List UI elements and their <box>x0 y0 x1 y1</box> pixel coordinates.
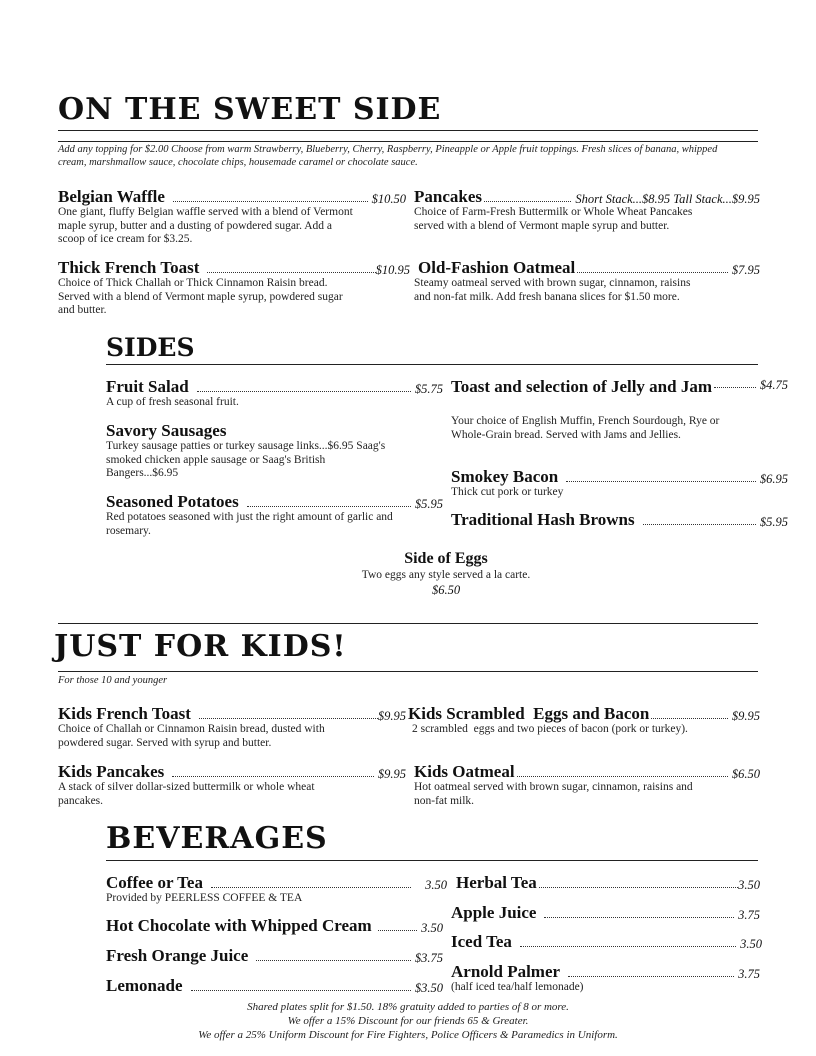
item-description: Provided by PEERLESS COFFEE & TEA <box>106 892 303 904</box>
menu-item-savory-sausages: Savory Sausages <box>106 421 227 440</box>
item-price: $6.50 <box>731 767 760 781</box>
item-price: $9.95 <box>731 709 760 723</box>
menu-item-hot-chocolate <box>106 916 443 936</box>
item-description: A cup of fresh seasonal fruit. <box>106 396 239 408</box>
divider <box>58 141 758 142</box>
menu-item-seasoned-potatoes <box>106 492 443 512</box>
item-name: Fresh Orange Juice <box>106 946 249 965</box>
item-price: $9.95 <box>377 767 406 781</box>
item-price: $3.75 <box>414 951 443 965</box>
toppings-note: Add any topping for $2.00 Choose from warm Strawberry, Blueberry, Cherry, Raspberry, Pineapple or Apple fruit toppings. Fresh slices of banana, whipped cream, marshmallow sauce, chocolate chips, housemade caramel or chocolate sauce. <box>58 144 718 168</box>
item-description: 2 scrambled eggs and two pieces of bacon (pork or turkey). <box>412 723 688 735</box>
item-name: Old-Fashion Oatmeal <box>418 258 576 277</box>
item-price: $5.95 <box>414 497 443 511</box>
divider <box>58 130 758 131</box>
menu-item-side-of-eggs <box>300 549 592 597</box>
item-price: 3.50 <box>740 937 762 951</box>
item-description: Steamy oatmeal served with brown sugar, cinnamon, raisins and non-fat milk. Add fresh banana slices for $1.50 more. <box>414 277 691 303</box>
menu-item-fresh-orange-juice <box>106 946 443 966</box>
leader-dots <box>172 775 374 777</box>
item-price: Short Stack...$8.95 Tall Stack...$9.95 <box>575 192 760 206</box>
menu-item-fruit-salad <box>106 377 443 397</box>
menu-item-herbal-tea <box>456 873 760 893</box>
menu-item-kids-french-toast <box>58 704 406 724</box>
item-description: (half iced tea/half lemonade) <box>451 981 584 993</box>
item-price: $4.75 <box>759 378 788 392</box>
menu-item-iced-tea <box>451 932 762 952</box>
divider <box>106 860 758 861</box>
leader-dots <box>539 886 738 888</box>
section-title-beverages: BEVERAGES <box>106 821 328 856</box>
item-name: Belgian Waffle <box>58 187 165 206</box>
item-description: One giant, fluffy Belgian waffle served with a blend of Vermont maple syrup, butter and a dusting of powdered sugar. Add a scoop of ice cream for $3.25. <box>58 206 353 245</box>
item-name: Fruit Salad <box>106 377 189 396</box>
footer-uniform-discount: We offer a 25% Uniform Discount for Fire Fighters, Police Officers & Paramedics in Uniform. <box>198 1029 618 1041</box>
leader-dots <box>211 886 411 888</box>
item-description: Hot oatmeal served with brown sugar, cinnamon, raisins and non-fat milk. <box>414 781 693 807</box>
item-price: $7.95 <box>731 263 760 277</box>
item-name: Smokey Bacon <box>451 467 559 486</box>
leader-dots <box>378 929 417 931</box>
menu-item-smokey-bacon <box>451 467 788 487</box>
section-title-sides: SIDES <box>106 333 195 362</box>
menu-item-pancakes <box>414 187 760 207</box>
item-price: $5.95 <box>759 515 788 529</box>
item-name: Kids Pancakes <box>58 762 165 781</box>
menu-item-kids-oatmeal <box>414 762 760 782</box>
leader-dots <box>520 945 736 947</box>
kids-age-note: For those 10 and younger <box>58 675 168 686</box>
item-price: 3.50 <box>421 921 443 935</box>
item-description: A stack of silver dollar-sized buttermilk or whole wheat pancakes. <box>58 781 315 807</box>
divider <box>58 671 758 672</box>
leader-dots <box>517 775 728 777</box>
section-title-sweet-side: ON THE SWEET SIDE <box>58 92 442 127</box>
item-price: $6.50 <box>431 582 461 597</box>
divider <box>58 623 758 624</box>
item-price: $9.95 <box>377 709 406 723</box>
item-price: $10.95 <box>375 263 410 277</box>
leader-dots <box>651 717 728 719</box>
leader-dots <box>544 916 734 918</box>
leader-dots <box>199 717 378 719</box>
leader-dots <box>566 480 756 482</box>
leader-dots <box>714 386 756 388</box>
item-name: Kids French Toast <box>58 704 191 723</box>
leader-dots <box>207 271 375 273</box>
menu-item-thick-french-toast <box>58 258 410 278</box>
item-name: Lemonade <box>106 976 183 995</box>
item-name: Hot Chocolate with Whipped Cream <box>106 916 372 935</box>
section-title-kids: JUST FOR KIDS! <box>54 629 347 664</box>
item-price: $3.50 <box>414 981 443 995</box>
item-price: 3.50 <box>425 878 447 892</box>
item-name: Kids Scrambled Eggs and Bacon <box>408 704 650 723</box>
leader-dots <box>247 505 411 507</box>
item-name: Traditional Hash Browns <box>451 510 635 529</box>
leader-dots <box>173 200 368 202</box>
item-name: Apple Juice <box>451 903 537 922</box>
item-name: Pancakes <box>414 187 482 206</box>
item-name: Side of Eggs <box>404 550 488 567</box>
divider <box>106 364 758 365</box>
leader-dots <box>568 975 734 977</box>
item-description: Choice of Challah or Cinnamon Raisin bread, dusted with powdered sugar. Served with syrup and butter. <box>58 723 325 749</box>
item-price: 3.75 <box>738 967 760 981</box>
item-price: $6.95 <box>759 472 788 486</box>
item-description: Thick cut pork or turkey <box>451 486 564 498</box>
price-row <box>712 377 788 393</box>
item-description: Choice of Thick Challah or Thick Cinnamon Raisin bread. Served with a blend of Vermont maple syrup, powdered sugar and butter. <box>58 277 343 316</box>
menu-item-kids-scrambled-eggs-bacon <box>408 704 760 724</box>
menu-item-apple-juice <box>451 903 760 923</box>
footer-gratuity-note: Shared plates split for $1.50. 18% gratuity added to parties of 8 or more. <box>247 1001 569 1013</box>
footer-notes <box>100 1000 716 1042</box>
footer-senior-discount: We offer a 15% Discount for our friends 65 & Greater. <box>287 1015 529 1027</box>
leader-dots <box>643 523 756 525</box>
menu-item-old-fashion-oatmeal <box>418 258 760 278</box>
item-price: $5.75 <box>414 382 443 396</box>
item-name: Kids Oatmeal <box>414 762 515 781</box>
item-description: Turkey sausage patties or turkey sausage links...$6.95 Saag's smoked chicken apple sausage or Saag's British Bangers...$6.95 <box>106 440 386 479</box>
menu-item-arnold-palmer <box>451 962 760 982</box>
item-description: Your choice of English Muffin, French Sourdough, Rye or Whole-Grain bread. Served with Jams and Jellies. <box>451 415 720 441</box>
menu-item-lemonade <box>106 976 443 996</box>
leader-dots <box>577 271 728 273</box>
menu-item-hash-browns <box>451 510 788 530</box>
item-name: Herbal Tea <box>456 873 537 892</box>
menu-item-belgian-waffle <box>58 187 406 207</box>
item-name: Arnold Palmer <box>451 962 561 981</box>
item-description: Two eggs any style served a la carte. <box>361 569 531 581</box>
item-name: Iced Tea <box>451 932 512 951</box>
item-description: Choice of Farm-Fresh Buttermilk or Whole Wheat Pancakes served with a blend of Vermont maple syrup and butter. <box>414 206 693 232</box>
leader-dots <box>191 989 411 991</box>
item-description: Red potatoes seasoned with just the right amount of garlic and rosemary. <box>106 511 393 537</box>
item-name: Coffee or Tea <box>106 873 203 892</box>
menu-item-toast-jelly-jam: Toast and selection of Jelly and Jam <box>451 377 713 396</box>
item-price: 3.75 <box>738 908 760 922</box>
menu-item-kids-pancakes <box>58 762 406 782</box>
item-price: 3.50 <box>738 878 760 892</box>
leader-dots <box>197 390 411 392</box>
menu-item-coffee-or-tea <box>106 873 447 893</box>
leader-dots <box>256 959 411 961</box>
item-name: Seasoned Potatoes <box>106 492 239 511</box>
leader-dots <box>484 200 571 202</box>
item-price: $10.50 <box>371 192 406 206</box>
item-name: Thick French Toast <box>58 258 200 277</box>
